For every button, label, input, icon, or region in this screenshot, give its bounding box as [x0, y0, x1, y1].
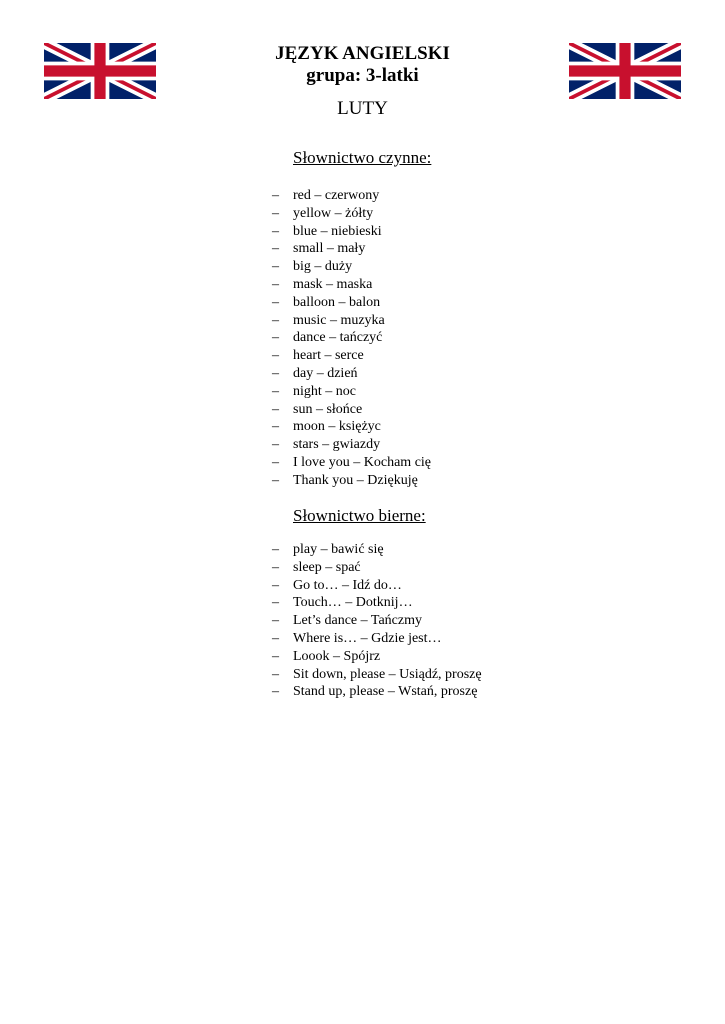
list-marker: – [272, 312, 279, 328]
list-item [272, 630, 482, 648]
list-marker: – [272, 223, 279, 239]
vocab-entry: sleep – spać [293, 559, 361, 575]
list-item [272, 666, 482, 684]
vocab-entry: red – czerwony [293, 188, 380, 203]
list-item [272, 294, 431, 312]
list-item [272, 577, 482, 595]
passive-vocab-list [272, 541, 482, 701]
list-marker: – [272, 630, 279, 646]
group-label: grupa: 3-latki [306, 65, 419, 86]
list-item [272, 312, 431, 330]
list-marker: – [272, 684, 279, 700]
list-item [272, 454, 431, 472]
vocab-entry: I love you – Kocham cię [293, 454, 432, 470]
list-item [272, 472, 431, 490]
month-label: LUTY [337, 98, 388, 119]
active-vocab-list [272, 187, 431, 490]
list-marker: – [272, 613, 279, 629]
document-title: JĘZYK ANGIELSKI [275, 43, 450, 64]
vocab-entry: Stand up, please – Wstań, proszę [293, 684, 478, 700]
list-marker: – [272, 401, 279, 417]
vocab-entry: night – noc [293, 383, 356, 399]
vocab-entry: yellow – żółty [293, 205, 374, 221]
list-item [272, 594, 482, 612]
list-marker: – [272, 454, 279, 470]
list-item [272, 436, 431, 454]
list-marker: – [272, 188, 279, 203]
list-marker: – [272, 330, 279, 346]
vocab-entry: music – muzyka [293, 312, 385, 328]
active-vocab-heading: Słownictwo czynne: [293, 148, 432, 167]
list-item [272, 223, 431, 241]
list-marker: – [272, 577, 279, 593]
passive-vocab-heading: Słownictwo bierne: [293, 506, 426, 525]
vocab-entry: Where is… – Gdzie jest… [293, 630, 442, 646]
vocab-entry: day – dzień [293, 365, 358, 381]
list-item [272, 683, 482, 701]
vocab-entry: dance – tańczyć [293, 330, 383, 346]
list-marker: – [272, 241, 279, 257]
list-marker: – [272, 559, 279, 575]
vocab-entry: blue – niebieski [293, 223, 382, 239]
list-item [272, 347, 431, 365]
vocab-entry: Thank you – Dziękuję [293, 472, 418, 488]
list-item [272, 648, 482, 666]
list-item [272, 559, 482, 577]
vocab-entry: moon – księżyc [293, 419, 381, 435]
list-item [272, 383, 431, 401]
list-item [272, 401, 431, 419]
list-marker: – [272, 348, 279, 364]
list-marker: – [272, 648, 279, 664]
list-item [272, 541, 482, 559]
vocab-entry: Go to… – Idź do… [293, 577, 402, 593]
list-item [272, 258, 431, 276]
list-marker: – [272, 365, 279, 381]
vocab-entry: small – mały [293, 241, 366, 257]
list-item [272, 418, 431, 436]
list-marker: – [272, 276, 279, 292]
vocab-entry: big – duży [293, 259, 353, 275]
list-marker: – [272, 419, 279, 435]
list-marker: – [272, 205, 279, 221]
vocab-entry: sun – słońce [293, 401, 363, 417]
list-marker: – [272, 595, 279, 611]
list-marker: – [272, 259, 279, 275]
vocab-entry: heart – serce [293, 348, 364, 364]
list-item [272, 276, 431, 294]
vocab-entry: Loook – Spójrz [293, 648, 381, 664]
list-item [272, 365, 431, 383]
vocab-entry: mask – maska [293, 276, 373, 292]
vocab-entry: play – bawić się [293, 542, 384, 557]
vocab-entry: Let’s dance – Tańczmy [293, 613, 422, 629]
list-marker: – [272, 383, 279, 399]
vocab-entry: stars – gwiazdy [293, 437, 381, 453]
list-item [272, 329, 431, 347]
list-marker: – [272, 472, 279, 488]
vocab-entry: Touch… – Dotknij… [293, 595, 413, 611]
document-header [0, 43, 725, 120]
list-marker: – [272, 542, 279, 557]
vocab-entry: Sit down, please – Usiądź, proszę [293, 666, 482, 682]
list-marker: – [272, 294, 279, 310]
list-marker: – [272, 437, 279, 453]
list-item [272, 187, 431, 205]
vocab-entry: balloon – balon [293, 294, 381, 310]
list-marker: – [272, 666, 279, 682]
list-item [272, 205, 431, 223]
list-item [272, 240, 431, 258]
list-item [272, 612, 482, 630]
